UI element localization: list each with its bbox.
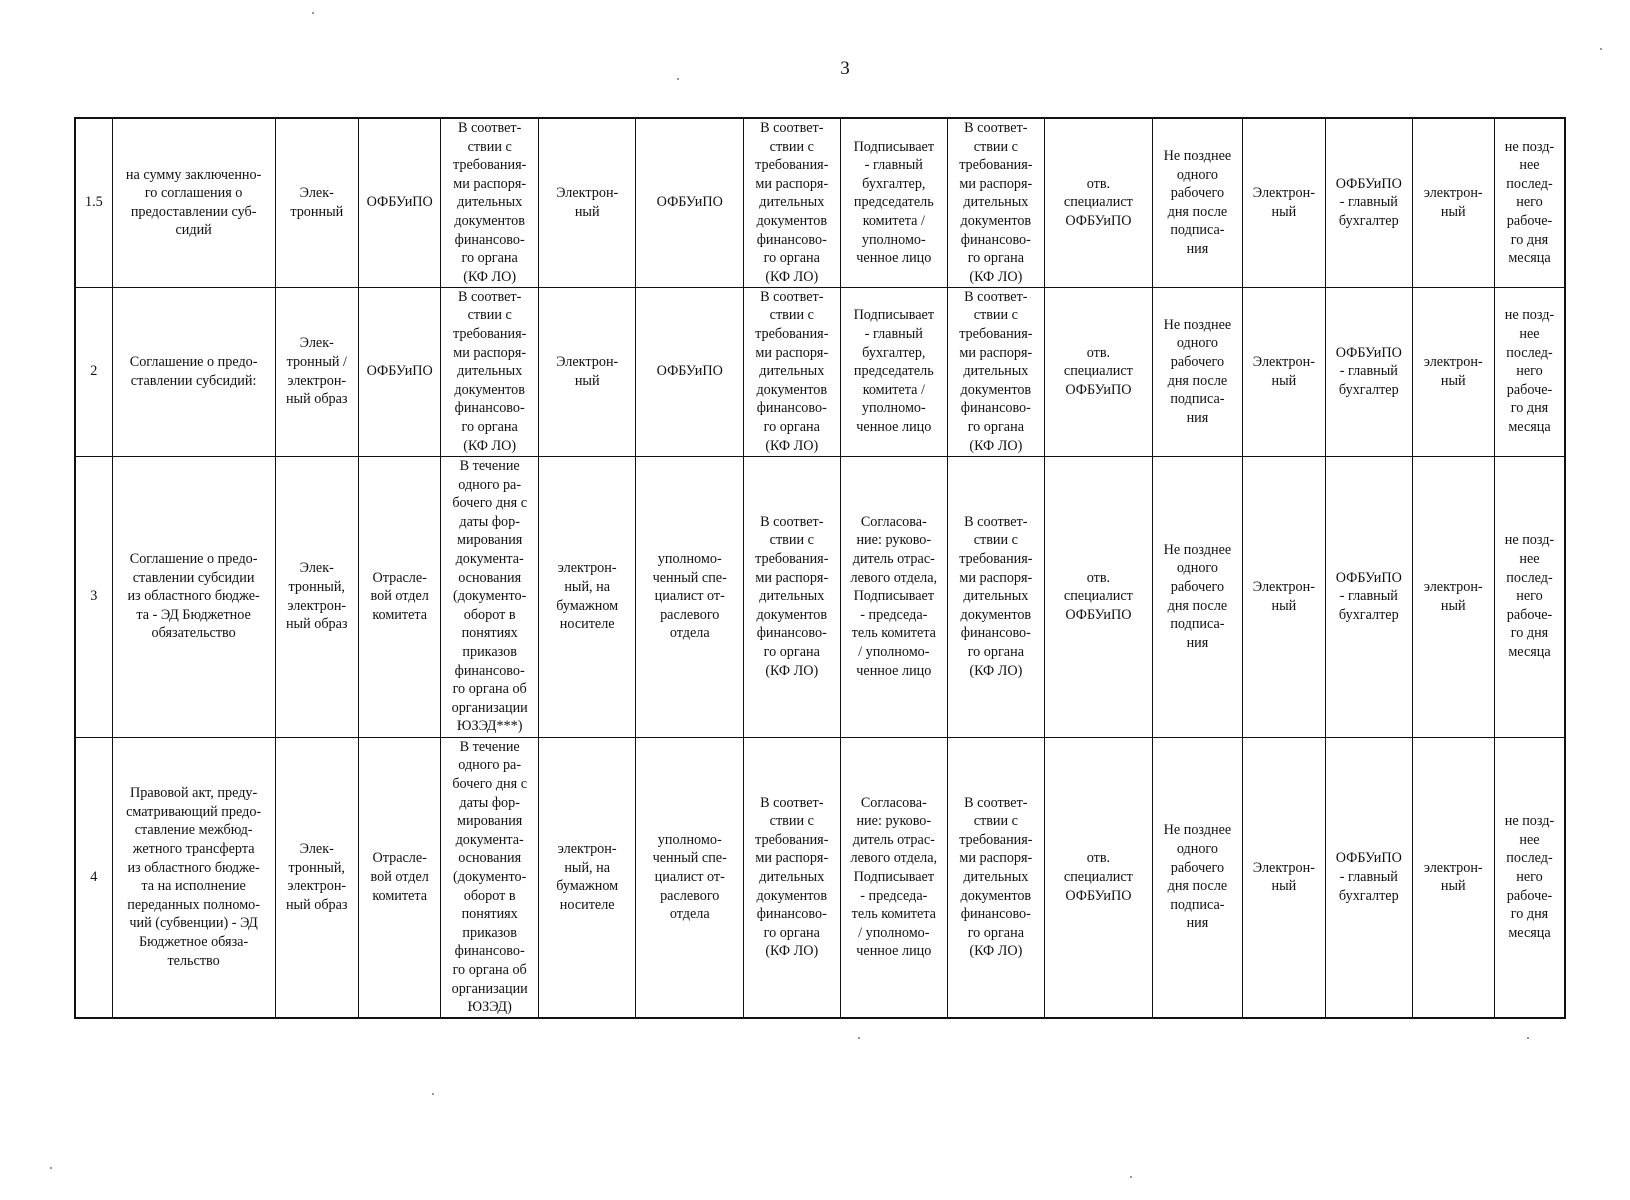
cell: уполномо- ченный спе- циалист от- раслевого отдела bbox=[636, 737, 744, 1018]
cell: отв. специалист ОФБУиПО bbox=[1044, 737, 1153, 1018]
cell: Электрон- ный bbox=[538, 287, 636, 456]
cell: электрон- ный bbox=[1412, 118, 1494, 287]
cell: Не позднее одного рабочего дня после подписа- ния bbox=[1153, 118, 1242, 287]
scan-speck bbox=[1130, 1176, 1132, 1178]
cell: не позд- нее послед- него рабоче- го дня месяца bbox=[1494, 456, 1565, 737]
cell: Электрон- ный bbox=[1242, 287, 1325, 456]
cell: В соответ- ствии с требования- ми распоря- дительных документов финансово- го органа (КФ ЛО) bbox=[441, 118, 539, 287]
cell: Не позднее одного рабочего дня после подписа- ния bbox=[1153, 737, 1242, 1018]
cell: ОФБУиПО - главный бухгалтер bbox=[1326, 456, 1412, 737]
cell: В соответ- ствии с требования- ми распоря- дительных документов финансово- го органа (КФ ЛО) bbox=[744, 456, 841, 737]
cell: Подписывает - главный бухгалтер, председатель комитета / уполномо- ченное лицо bbox=[840, 287, 948, 456]
document-name: Соглашение о предо- ставлении субсидий: bbox=[112, 287, 275, 456]
scan-speck bbox=[312, 12, 314, 14]
row-number: 4 bbox=[75, 737, 112, 1018]
cell: ОФБУиПО - главный бухгалтер bbox=[1326, 287, 1412, 456]
page-number: 3 bbox=[840, 58, 850, 79]
cell: электрон- ный bbox=[1412, 737, 1494, 1018]
row-number: 1.5 bbox=[75, 118, 112, 287]
cell: ОФБУиПО bbox=[358, 118, 440, 287]
cell: Подписывает - главный бухгалтер, председатель комитета / уполномо- ченное лицо bbox=[840, 118, 948, 287]
cell: В соответ- ствии с требования- ми распоря- дительных документов финансово- го органа (КФ ЛО) bbox=[744, 118, 841, 287]
scan-speck bbox=[1527, 1037, 1529, 1039]
cell: ОФБУиПО - главный бухгалтер bbox=[1326, 737, 1412, 1018]
cell: ОФБУиПО bbox=[636, 287, 744, 456]
cell: Отрасле- вой отдел комитета bbox=[358, 737, 440, 1018]
cell: ОФБУиПО bbox=[636, 118, 744, 287]
cell: отв. специалист ОФБУиПО bbox=[1044, 456, 1153, 737]
cell: Электрон- ный bbox=[538, 118, 636, 287]
cell: В соответ- ствии с требования- ми распоря- дительных документов финансово- го органа (КФ ЛО) bbox=[948, 456, 1045, 737]
cell: ОФБУиПО - главный бухгалтер bbox=[1326, 118, 1412, 287]
cell: В соответ- ствии с требования- ми распоря- дительных документов финансово- го органа (КФ ЛО) bbox=[948, 118, 1045, 287]
cell: уполномо- ченный спе- циалист от- раслевого отдела bbox=[636, 456, 744, 737]
document-name: Соглашение о предо- ставлении субсидии из областного бюдже- та - ЭД Бюджетное обязательство bbox=[112, 456, 275, 737]
table-row bbox=[75, 118, 1565, 287]
cell: электрон- ный, на бумажном носителе bbox=[538, 737, 636, 1018]
cell: электрон- ный bbox=[1412, 456, 1494, 737]
scan-speck bbox=[858, 1037, 860, 1039]
cell: не позд- нее послед- него рабоче- го дня месяца bbox=[1494, 737, 1565, 1018]
cell: Отрасле- вой отдел комитета bbox=[358, 456, 440, 737]
cell: Согласова- ние: руково- дитель отрас- левого отдела, Подписывает - председа- тель комитета / уполномо- ченное лицо bbox=[840, 737, 948, 1018]
cell: Элек- тронный, электрон- ный образ bbox=[275, 737, 358, 1018]
cell: не позд- нее послед- него рабоче- го дня месяца bbox=[1494, 287, 1565, 456]
row-number: 2 bbox=[75, 287, 112, 456]
cell: не позд- нее послед- него рабоче- го дня месяца bbox=[1494, 118, 1565, 287]
scan-speck bbox=[432, 1093, 434, 1095]
document-name: Правовой акт, преду- сматривающий предо- ставление межбюд- жетного трансферта из областного бюдже- та на исполнение переданных полномо- чий (субвенции) - ЭД Бюджетное обяза- тельство bbox=[112, 737, 275, 1018]
cell: В течение одного ра- бочего дня с даты фор- мирования документа- основания (документо- оборот в понятиях приказов финансово- го органа об организации ЮЗЭД) bbox=[441, 737, 539, 1018]
scan-speck bbox=[50, 1167, 52, 1169]
table-row bbox=[75, 456, 1565, 737]
table-row bbox=[75, 737, 1565, 1018]
cell: Не позднее одного рабочего дня после подписа- ния bbox=[1153, 456, 1242, 737]
cell: Согласова- ние: руково- дитель отрас- левого отдела, Подписывает - председа- тель комитета / уполномо- ченное лицо bbox=[840, 456, 948, 737]
cell: Элек- тронный, электрон- ный образ bbox=[275, 456, 358, 737]
cell: Не позднее одного рабочего дня после подписа- ния bbox=[1153, 287, 1242, 456]
cell: В соответ- ствии с требования- ми распоря- дительных документов финансово- го органа (КФ ЛО) bbox=[744, 287, 841, 456]
row-number: 3 bbox=[75, 456, 112, 737]
cell: электрон- ный, на бумажном носителе bbox=[538, 456, 636, 737]
table-row bbox=[75, 287, 1565, 456]
scan-speck bbox=[1600, 48, 1602, 50]
cell: Элек- тронный bbox=[275, 118, 358, 287]
cell: В соответ- ствии с требования- ми распоря- дительных документов финансово- го органа (КФ ЛО) bbox=[948, 287, 1045, 456]
cell: электрон- ный bbox=[1412, 287, 1494, 456]
scan-speck bbox=[677, 78, 679, 80]
cell: В соответ- ствии с требования- ми распоря- дительных документов финансово- го органа (КФ ЛО) bbox=[744, 737, 841, 1018]
document-name: на сумму заключенно- го соглашения о предоставлении суб- сидий bbox=[112, 118, 275, 287]
cell: отв. специалист ОФБУиПО bbox=[1044, 118, 1153, 287]
cell: Электрон- ный bbox=[1242, 456, 1325, 737]
cell: В соответ- ствии с требования- ми распоря- дительных документов финансово- го органа (КФ ЛО) bbox=[948, 737, 1045, 1018]
procedure-table bbox=[74, 117, 1566, 1019]
cell: отв. специалист ОФБУиПО bbox=[1044, 287, 1153, 456]
cell: ОФБУиПО bbox=[358, 287, 440, 456]
cell: В течение одного ра- бочего дня с даты фор- мирования документа- основания (документо- оборот в понятиях приказов финансово- го органа об организации ЮЗЭД***) bbox=[441, 456, 539, 737]
cell: Электрон- ный bbox=[1242, 118, 1325, 287]
cell: Элек- тронный / электрон- ный образ bbox=[275, 287, 358, 456]
cell: Электрон- ный bbox=[1242, 737, 1325, 1018]
cell: В соответ- ствии с требования- ми распоря- дительных документов финансово- го органа (КФ ЛО) bbox=[441, 287, 539, 456]
